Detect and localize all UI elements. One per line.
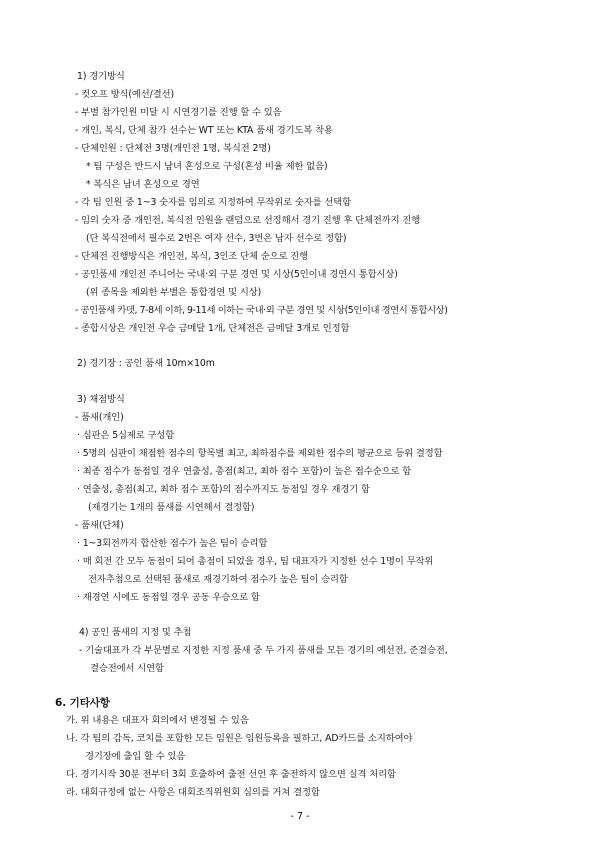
section-1-line: - 부별 참가인원 미달 시 시연경기를 진행 할 수 있음	[75, 107, 282, 118]
section-3-line: · 연출성, 총점(최고, 최하 점수 포함)의 점수까지도 동점일 경우 재경기 함	[77, 484, 370, 495]
section-1-line: - 개인, 복식, 단체 참가 선수는 WT 또는 KTA 품새 경기도복 착용	[75, 125, 333, 136]
section-1-line: (위 종목을 제외한 부별은 통합경연 및 시상)	[86, 287, 262, 298]
section-1-line: * 팀 구성은 반드시 남녀 혼성으로 구성(혼성 비율 제한 없음)	[86, 161, 328, 172]
section-6-line: 다. 경기시작 30분 전부터 3회 호출하여 출전 선언 후 출전하지 않으면 실격 처리함	[66, 769, 396, 780]
section-6-line: 라. 대회규정에 없는 사항은 대회조직위원회 심의를 거쳐 결정함	[66, 787, 320, 798]
section-1-line: - 각 팀 인원 중 1~3 숫자를 임의로 지정하여 무작위로 숫자를 선택함	[75, 197, 352, 208]
section-1-line: (단 복식전에서 필수로 2번은 여자 선수, 3번은 남자 선수로 정함)	[86, 233, 347, 244]
section-1-line: - 단체전 진행방식은 개인전, 복식, 3인조 단체 순으로 진행	[75, 251, 308, 262]
section-4-title: 4) 공인 품새의 지정 및 추첨	[79, 627, 192, 638]
section-3-line: · 재경연 시에도 동점일 경우 공동 우승으로 함	[77, 592, 260, 603]
section-3-line: · 심판은 5심제로 구성함	[77, 430, 175, 441]
section-4-line: - 기술대표가 각 부문별로 지정한 지정 품새 중 두 가지 품새를 모든 경기의 예선전, 준결승전,	[79, 645, 448, 656]
section-3-line: · 5명의 심판이 채점한 점수의 항목별 최고, 최하점수를 제외한 점수의 평균으로 등위 결정함	[77, 448, 443, 459]
section-3-line: - 품새(단체)	[75, 520, 124, 531]
section-3-line: (재경기는 1개의 품새를 시연해서 결정함)	[88, 502, 255, 513]
section-1-line: - 공인품새 개인전 주니어는 국내·외 구분 경연 및 시상(5인이내 경연시 통합시상)	[75, 269, 398, 280]
section-3-line: · 1~3회전까지 합산한 점수가 높은 팀이 승리함	[77, 538, 268, 549]
section-1-line: - 컷오프 방식(예선/결선)	[75, 89, 174, 100]
section-3-line: · 매 회전 간 모두 동점이 되어 총점이 되었을 경우, 팀 대표자가 지정한 선수 1명이 무작위	[77, 556, 434, 567]
section-1-line: - 종합시상은 개인전 우승 금메달 1개, 단체전은 금메달 3개로 인정함	[75, 323, 350, 334]
section-1-line: - 공인품새 카뎃, 7-8세 이하, 9-11세 이하는 국내·외 구분 경연 및 시상(5인이내 경연시 통합시상)	[75, 305, 448, 316]
section-3-title: 3) 채점방식	[77, 394, 125, 405]
page-number: - 7 -	[290, 811, 310, 822]
section-6-title: 6. 기타사항	[55, 697, 110, 709]
section-6-line: 나. 각 팀의 감독, 코치를 포함한 모든 임원은 임원등록을 필하고, AD카드를 소지하여야	[66, 733, 413, 744]
section-1-line: - 임의 숫자 중 개인전, 복식전 인원을 랜덤으로 선정해서 경기 진행 후 단체전까지 진행	[75, 215, 421, 226]
section-3-line: 전자추첨으로 선택된 품새로 재경기하여 점수가 높은 팀이 승리함	[88, 574, 348, 585]
section-6-line: 가. 위 내용은 대표자 회의에서 변경될 수 있음	[66, 715, 249, 726]
section-3-line: - 품새(개인)	[75, 412, 124, 423]
section-3-line: · 최종 점수가 동점일 경우 연출성, 총점(최고, 최하 점수 포함)이 높은 점수순으로 함	[77, 466, 412, 477]
section-6-line: 경기장에 출입 할 수 있음	[85, 751, 186, 762]
section-2-title: 2) 경기장 : 공인 품새 10m×10m	[77, 358, 215, 369]
section-1-title: 1) 경기방식	[77, 71, 125, 82]
section-1-line: - 단체인원 : 단체전 3명(개인전 1명, 복식전 2명)	[75, 143, 271, 154]
section-1-line: * 복식은 남녀 혼성으로 경연	[86, 179, 200, 190]
section-4-line: 결승전에서 시연함	[90, 663, 164, 674]
